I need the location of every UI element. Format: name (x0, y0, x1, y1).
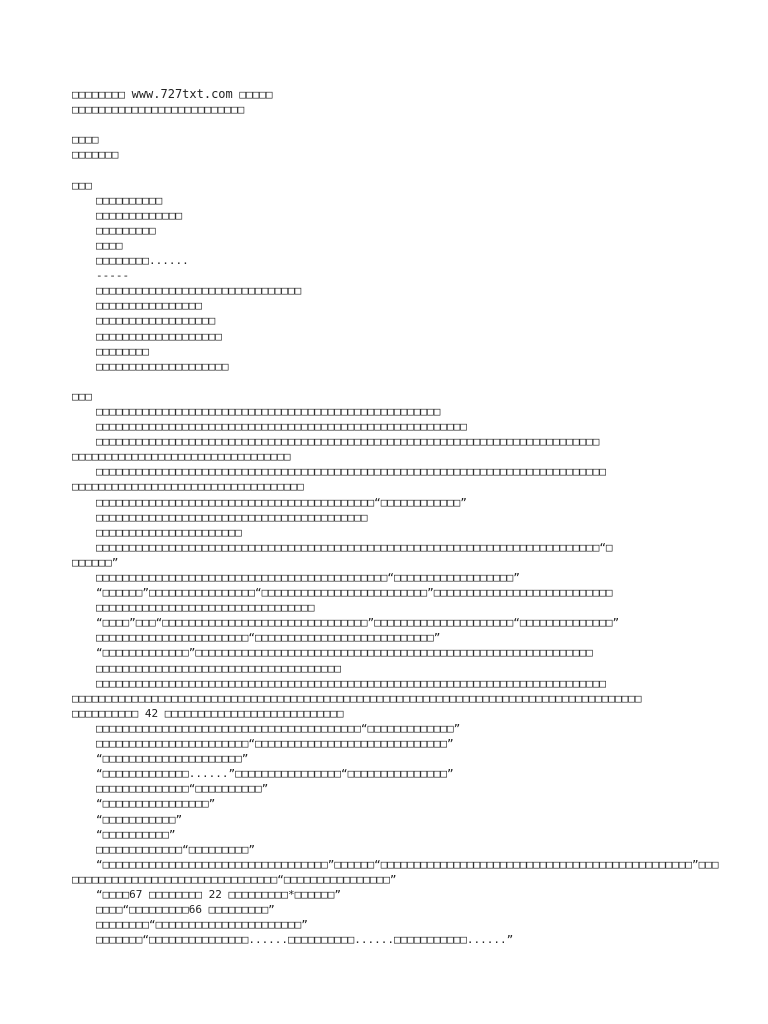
toc-item[interactable]: □□□□□□□□□ (96, 223, 156, 237)
toc-item[interactable]: □□□□ (96, 238, 123, 252)
body-line: □□□□□□□“□□□□□□□□□□□□□□□......□□□□□□□□□□......□□□□□□□□□□□......” (96, 933, 514, 947)
site-url-link[interactable]: www.727txt.com (131, 87, 233, 101)
body-line: □□□□□□□□□□□□□□□□□□□□□□□□□□□□□□□□□□□□□□□□□□□□□□□□□□□□□□□□□□□□□□□□□□□□□□□□□□□□□ (96, 465, 606, 479)
toc-item[interactable]: ----- (96, 269, 130, 283)
toc-heading: □□□ (72, 178, 92, 192)
toc-item[interactable]: □□□□□□□□□□□□□□□□□□□□ (96, 359, 229, 373)
body-text (72, 404, 719, 947)
body-line: □□□□□□□□□□□□□□□□□□□□□□□□□□□□□□□□□□□□□□□□□ (96, 510, 368, 524)
body-line: “□□□□□□”□□□□□□□□□□□□□□□□“□□□□□□□□□□□□□□□□□□□□□□□□□”□□□□□□□□□□□□□□□□□□□□□□□□□□□ (96, 586, 613, 600)
body-line: □□□□□□□□□□□□□□□□□□□□□□□□□□□□□□□□□□□□□□□□“□□□□□□□□□□□□□” (96, 721, 461, 735)
body-line: □□□□□□” (72, 555, 119, 569)
body-line: □□□□□□□□□□□□□□□□□□□□□□□“□□□□□□□□□□□□□□□□□□□□□□□□□□□” (96, 631, 441, 645)
body-line: □□□□□□□□□□ 42 □□□□□□□□□□□□□□□□□□□□□□□□□□□ (72, 706, 344, 720)
document-page (72, 87, 719, 947)
body-line: □□□□□□□□□□□□□□□□□□□□□□□□□□□□□□□“□□□□□□□□□□□□□□□□” (72, 872, 397, 886)
body-line: □□□□□□□□□□□□□□□□□□□□□□□□□□□□□□□□□□□□□□□□□□□□□□□□□□□□ (96, 404, 441, 418)
body-line: □□□□□□□□□□□□□□□□□□□□□□□□□□□□□□□□□□□□□ (96, 661, 342, 675)
body-line: □□□□□□□□□□□□□□“□□□□□□□□□□” (96, 782, 269, 796)
book-title-line: □□□□ (72, 133, 99, 147)
body-line: □□□□□□□□□□□□□□□□□□□□□□□□□□□□□□□□□□□□□□□□□□□□□□□□□□□□□□□□□□□□□□□□□□□□□□□□□□□□ (96, 435, 600, 449)
body-line: □□□□□□□□□□□□□□□□□□□□□□□□□□□□□□□□□ (72, 450, 291, 464)
body-line: □□□□□□□□□□□□□□□□□□□□□□□□□□□□□□□□□□□□□□□□□□□□□□□□□□□□□□□□□□□□□□□□□□□□□□□□□□□□“□ (96, 540, 613, 554)
body-line: □□□□□□□□□□□□□□□□□□□□□□□□□□□□□□□□□□□□□□□□□□□□“□□□□□□□□□□□□□□□□□□” (96, 571, 520, 584)
toc-item[interactable]: □□□□□□□□□□□□□□□□ (96, 299, 202, 313)
body-line: □□□□□□□□□□□□□□□□□□□□□□□“□□□□□□□□□□□□□□□□□□□□□□□□□□□□□” (96, 737, 454, 751)
body-line: □□□□□□□□□□□□□□□□□□□□□□ (96, 525, 242, 539)
body-line: □□□□□□□□□□□□□□□□□□□□□□□□□□□□□□□□□□□ (72, 480, 304, 494)
body-line: □□□□□□□□□□□□□□□□□□□□□□□□□□□□□□□□□□□□□□□□□□□□□□□□□□□□□□□□□□□□□□□□□□□□□□□□□□□□□ (96, 676, 606, 690)
body-line: □□□□□□□□□□□□□□□□□□□□□□□□□□□□□□□□□□□□□□□□□□□□□□□□□□□□□□□□ (96, 420, 467, 434)
body-line: “□□□□□□□□□□□□□□□□□□□□□” (96, 752, 249, 766)
site-header-suffix: □□□□□ (239, 88, 273, 101)
toc-item[interactable]: □□□□□□□□□□□□□ (96, 208, 183, 222)
toc-item[interactable]: □□□□□□□□□□ (96, 193, 163, 207)
body-line: “□□□□67 □□□□□□□□ 22 □□□□□□□□□*□□□□□□” (96, 887, 342, 901)
body-line: “□□□□□□□□□□□□□”□□□□□□□□□□□□□□□□□□□□□□□□□□□□□□□□□□□□□□□□□□□□□□□□□□□□□□□□□□□□ (96, 646, 593, 660)
body-line: “□□□□□□□□□□□□□......”□□□□□□□□□□□□□□□□“□□□□□□□□□□□□□□□” (96, 767, 454, 781)
spacer (72, 117, 702, 132)
body-line: □□□□□□□□□□□□□“□□□□□□□□□” (96, 842, 255, 856)
toc-item[interactable]: □□□□□□□□□□□□□□□□□□□ (96, 329, 222, 343)
site-header-line-2: □□□□□□□□□□□□□□□□□□□□□□□□□□ (72, 103, 245, 117)
toc-item[interactable]: □□□□□□□□□□□□□□□□□□□□□□□□□□□□□□□ (96, 284, 302, 298)
body-line: □□□□□□□□“□□□□□□□□□□□□□□□□□□□□□□” (96, 918, 308, 932)
body-line: “□□□□□□□□□□□” (96, 812, 183, 826)
spacer (72, 374, 702, 389)
body-line: “□□□□□□□□□□□□□□□□□□□□□□□□□□□□□□□□□□”□□□□□□“□□□□□□□□□□□□□□□□□□□□□□□□□□□□□□□□□□□□□□□□□□□□□□□”□□□ (96, 857, 719, 871)
body-line: “□□□□□□□□□□□□□□□□” (96, 797, 216, 811)
toc-item[interactable]: □□□□□□□□ (96, 344, 149, 358)
body-line: □□□□“□□□□□□□□□66 □□□□□□□□□” (96, 903, 275, 917)
body-line: □□□□□□□□□□□□□□□□□□□□□□□□□□□□□□□□□ (96, 601, 315, 615)
body-line: □□□□□□□□□□□□□□□□□□□□□□□□□□□□□□□□□□□□□□□□□□“□□□□□□□□□□□□” (96, 495, 467, 509)
body-line: □□□□□□□□□□□□□□□□□□□□□□□□□□□□□□□□□□□□□□□□□□□□□□□□□□□□□□□□□□□□□□□□□□□□□□□□□□□□□□□□□□□□□□ (72, 691, 642, 705)
body-heading: □□□ (72, 389, 92, 403)
body-line: “□□□□□□□□□□” (96, 827, 176, 841)
toc-item[interactable]: □□□□□□□□□□□□□□□□□□ (96, 314, 216, 328)
spacer (72, 162, 702, 177)
site-header-line (72, 87, 702, 102)
site-header-prefix: □□□□□□□□ (72, 88, 125, 101)
body-line: “□□□□”□□□“□□□□□□□□□□□□□□□□□□□□□□□□□□□□□□□”□□□□□□□□□□□□□□□□□□□□□“□□□□□□□□□□□□□□” (96, 616, 620, 630)
toc-item[interactable]: □□□□□□□□...... (96, 254, 189, 268)
book-author-line: □□□□□□□ (72, 148, 119, 162)
toc-list (72, 193, 702, 374)
